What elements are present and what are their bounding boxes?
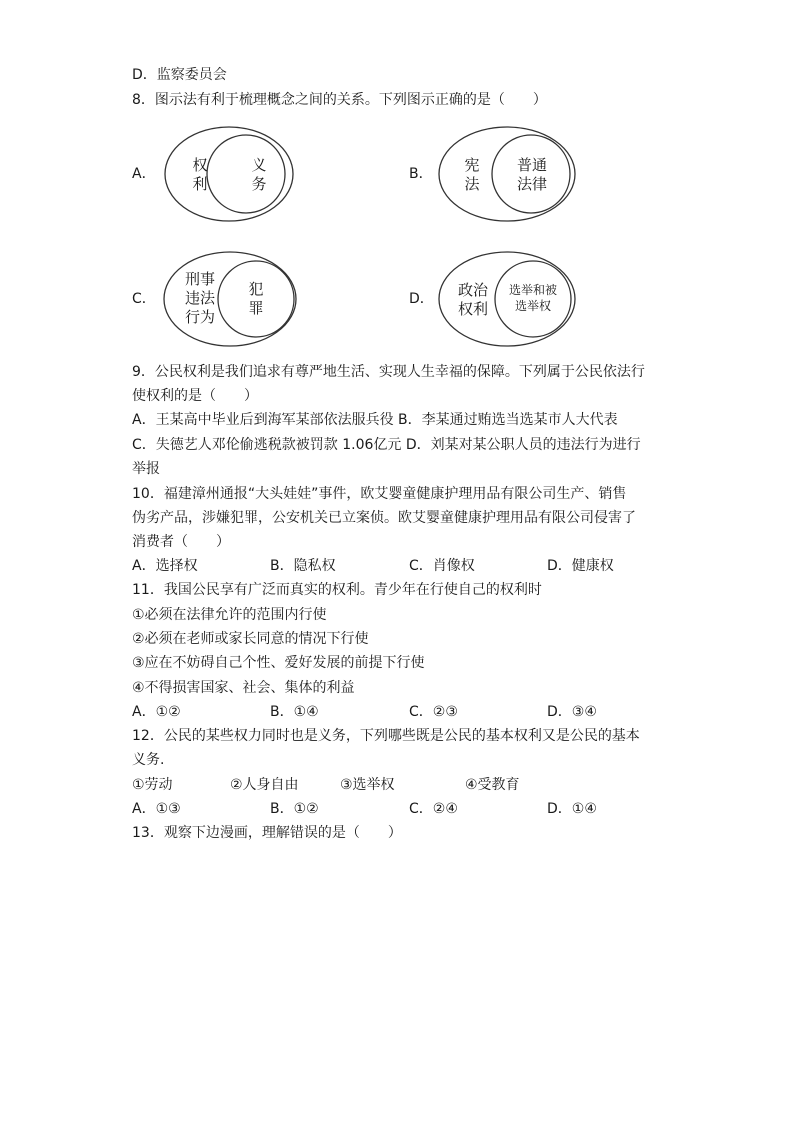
q10-option-b: B．隐私权 [270,558,336,574]
venn-d-outer-line: 政治 [457,281,488,299]
q9-stem-line2: 使权利的是（ ） [132,388,258,404]
q11-item-4: ④不得损害国家、社会、集体的利益 [132,680,355,696]
venn-a-svg [163,125,295,223]
q9-option-d-cont: 举报 [132,461,160,477]
q11-item-3: ③应在不妨碍自己个性、爱好发展的前提下行使 [132,655,425,671]
q9-options-cd: C．失德艺人邓伦偷逃税款被罚款 1.06亿元 D．刘某对某公职人员的违法行为进行 [132,437,641,453]
venn-c-outer-line: 违法 [184,289,215,307]
venn-a-inner-text [249,156,269,194]
q12-option-c: C．②④ [409,801,458,817]
venn-b-inner-text [511,156,553,194]
q10-option-c: C．肖像权 [409,558,475,574]
venn-d-inner-text [503,282,563,314]
q13-stem: 13．观察下边漫画，理解错误的是（ ） [132,825,402,841]
q11-item-1: ①必须在法律允许的范围内行使 [132,607,327,623]
q8-stem: 8．图示法有利于梳理概念之间的关系。下列图示正确的是（ ） [132,92,547,108]
venn-a-outer-text [190,156,210,194]
venn-d-outer-text [455,281,491,319]
venn-a-outer-line: 利 [192,175,208,193]
q10-option-d: D．健康权 [547,558,614,574]
q11-stem: 11．我国公民享有广泛而真实的权利。青少年在行使自己的权利时 [132,582,542,598]
q11-option-b: B．①④ [270,704,319,720]
q8-option-d-diagram [437,250,577,348]
venn-b-outer-text [461,156,483,194]
venn-b-inner-line: 法律 [516,175,547,193]
venn-c-inner-line: 罪 [248,299,264,317]
q9-stem-line1: 9．公民权利是我们追求有尊严地生活、实现人生幸福的保障。下列属于公民依法行 [132,364,645,380]
q12-item-4: ④受教育 [465,777,520,793]
venn-b-outer-line: 宪 [464,156,480,174]
q8-option-c-label: C． [132,291,156,307]
venn-a-inner [207,135,285,213]
q8-option-b-label: B． [409,166,433,182]
q12-item-3: ③选举权 [340,777,395,793]
venn-d-inner-line: 选举和被 [508,283,557,297]
q7-option-d: D．监察委员会 [132,67,227,83]
q8-option-a-diagram [163,125,295,223]
q10-option-a: A．选择权 [132,558,198,574]
venn-b-outer [439,127,575,221]
q11-option-a: A．①② [132,704,181,720]
venn-c-outer-line: 刑事 [184,270,215,288]
q9-options-ab: A．王某高中毕业后到海军某部依法服兵役 B．李某通过贿选当选某市人大代表 [132,412,618,428]
q12-option-a: A．①③ [132,801,181,817]
venn-c-inner-text [246,280,266,318]
q12-option-b: B．①② [270,801,319,817]
q11-option-d: D．③④ [547,704,597,720]
q8-option-b-diagram [437,125,577,223]
q12-item-1: ①劳动 [132,777,173,793]
venn-a-outer [165,127,293,221]
q12-option-d: D．①④ [547,801,597,817]
venn-a-inner-line: 务 [251,175,267,193]
q10-stem-line1: 10．福建漳州通报“大头娃娃”事件，欧艾婴童健康护理用品有限公司生产、销售 [132,486,627,502]
q11-option-c: C．②③ [409,704,458,720]
q12-stem-line1: 12．公民的某些权力同时也是义务，下列哪些既是公民的基本权利又是公民的基本 [132,728,640,744]
venn-b-svg [437,125,577,223]
venn-b-outer-line: 法 [464,175,480,193]
venn-d-outer-line: 权利 [457,300,488,318]
venn-a-outer-line: 权 [192,156,208,174]
q12-item-2: ②人身自由 [230,777,299,793]
q8-option-c-diagram [162,250,298,348]
venn-d-inner-line: 选举权 [514,299,551,313]
venn-c-inner-line: 犯 [248,280,264,298]
venn-c-outer-text [182,270,218,327]
venn-c-outer-line: 行为 [184,308,215,326]
q10-stem-line3: 消费者（ ） [132,534,230,550]
q12-stem-line2: 义务. [132,752,165,768]
venn-a-inner-line: 义 [251,156,267,174]
q8-option-d-label: D． [409,291,434,307]
q11-item-2: ②必须在老师或家长同意的情况下行使 [132,631,369,647]
q10-stem-line2: 伪劣产品，涉嫌犯罪，公安机关已立案侦。欧艾婴童健康护理用品有限公司侵害了 [132,510,636,526]
q8-option-a-label: A． [132,166,156,182]
venn-b-inner-line: 普通 [516,156,547,174]
